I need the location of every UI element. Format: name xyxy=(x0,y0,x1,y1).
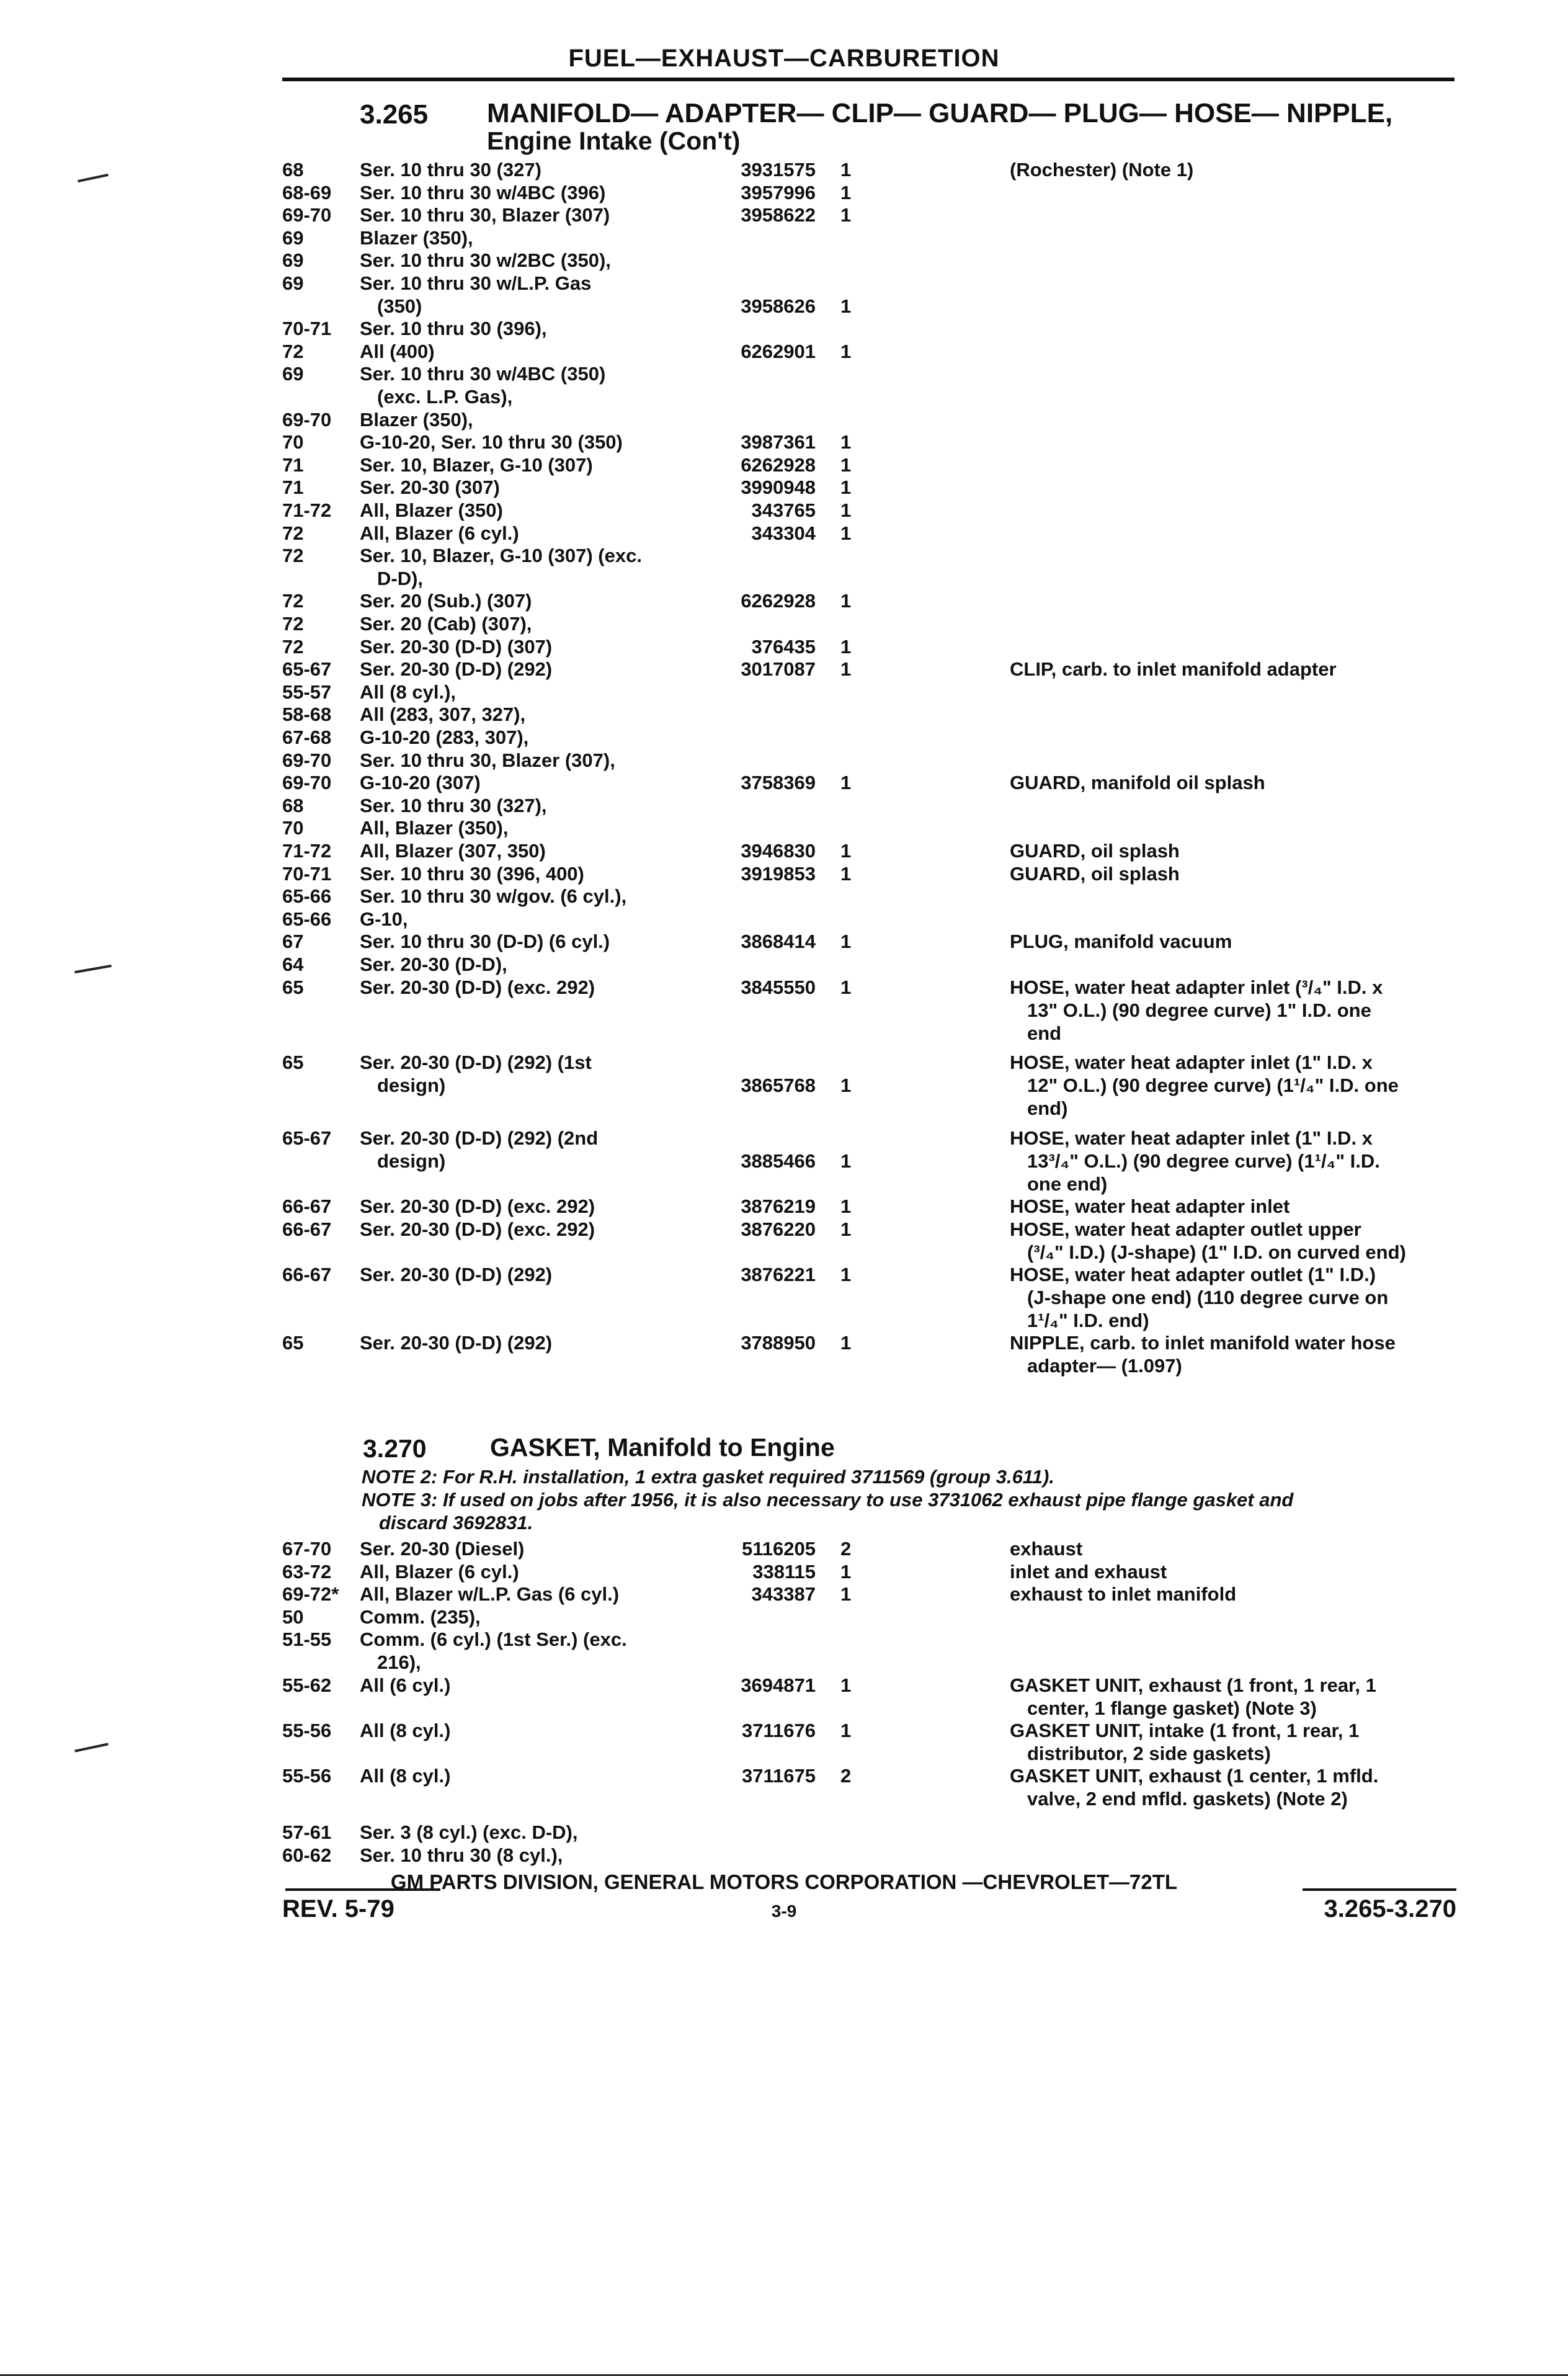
scan-mark xyxy=(74,965,112,973)
section-range: 3.265-3.270 xyxy=(1324,1895,1456,1923)
application-line: Ser. 20-30 (D-D) (307) xyxy=(360,635,553,658)
year-cell: 55-57 xyxy=(282,681,332,703)
application-cell xyxy=(360,453,695,476)
application-cell xyxy=(360,1263,695,1286)
application-line: Ser. 10 thru 30 w/4BC (350) xyxy=(360,363,606,385)
application-line: Ser. 20 (Sub.) (307) xyxy=(360,590,532,612)
application-line: All, Blazer (307, 350) xyxy=(360,840,546,862)
description-line: inlet and exhaust xyxy=(1010,1560,1167,1583)
year-cell: 71-72 xyxy=(282,499,332,521)
application-cell xyxy=(360,816,695,839)
header-rule xyxy=(282,78,1454,81)
description-cell xyxy=(1010,1674,1453,1720)
application-line: Ser. 20-30 (D-D), xyxy=(360,954,507,975)
application-line: Ser. 20-30 (D-D) (exc. 292) xyxy=(360,976,595,998)
year-cell: 72 xyxy=(282,522,304,544)
application-line: Ser. 20-30 (D-D) (exc. 292) xyxy=(360,1195,595,1217)
year-cell: 70-71 xyxy=(282,318,332,340)
quantity-cell: 1 xyxy=(840,840,852,862)
quantity-cell: 1 xyxy=(840,340,852,362)
application-line: Ser. 10 thru 30 (396, 400) xyxy=(360,862,584,885)
description-line: HOSE, water heat adapter inlet (1" I.D. x xyxy=(1010,1052,1373,1074)
year-cell: 69-72* xyxy=(282,1583,339,1606)
application-line: design) xyxy=(377,1074,446,1097)
application-line: Ser. 10 thru 30, Blazer (307), xyxy=(360,749,615,771)
application-cell xyxy=(360,862,695,885)
quantity-cell: 1 xyxy=(840,1719,852,1741)
year-cell: 65-66 xyxy=(282,885,332,908)
quantity-cell: 1 xyxy=(840,522,852,544)
application-cell xyxy=(360,930,695,953)
application-line: All (8 cyl.) xyxy=(360,1765,451,1787)
description-line: (³/₄" I.D.) (J-shape) (1" I.D. on curved end) xyxy=(1027,1241,1406,1263)
part-number-cell: 343765 xyxy=(751,499,816,521)
application-line: Ser. 10 thru 30 (327), xyxy=(360,794,547,816)
section-title xyxy=(487,99,1392,154)
application-cell xyxy=(360,703,695,726)
year-cell: 65 xyxy=(282,1052,304,1074)
year-cell: 67-70 xyxy=(282,1538,332,1560)
description-cell xyxy=(1010,1583,1453,1606)
description-line: exhaust xyxy=(1010,1538,1083,1560)
application-cell xyxy=(360,976,695,999)
part-number-cell: 5116205 xyxy=(742,1538,816,1560)
year-cell: 72 xyxy=(282,635,304,658)
application-cell xyxy=(360,476,695,499)
application-cell xyxy=(360,1560,695,1583)
section2-number: 3.270 xyxy=(363,1434,427,1463)
part-number-cell: 3987361 xyxy=(741,431,816,453)
description-cell xyxy=(1010,839,1453,862)
part-number-cell: 3876219 xyxy=(741,1195,816,1217)
part-number-cell: 3885466 xyxy=(741,1150,816,1172)
quantity-cell: 1 xyxy=(840,499,852,521)
application-line: G-10-20 (307) xyxy=(360,772,481,794)
description-cell xyxy=(1010,1560,1453,1583)
application-line: Ser. 20-30 (D-D) (292) xyxy=(360,1331,553,1354)
year-cell: 70 xyxy=(282,431,304,453)
application-line: Ser. 10 thru 30 (D-D) (6 cyl.) xyxy=(360,931,610,953)
application-cell xyxy=(360,181,695,204)
description-line: GUARD, manifold oil splash xyxy=(1010,772,1265,794)
application-cell xyxy=(360,544,695,590)
note-3-line1: NOTE 3: If used on jobs after 1956, it is also necessary to use 3731062 exhaust pipe flange gasket and xyxy=(362,1489,1294,1511)
application-line: Ser. 10 thru 30, Blazer (307) xyxy=(360,204,610,226)
application-cell xyxy=(360,226,695,249)
quantity-cell: 1 xyxy=(840,453,852,476)
year-cell: 68-69 xyxy=(282,181,332,203)
description-line: GUARD, oil splash xyxy=(1010,840,1180,862)
application-line: Ser. 10 thru 30 w/2BC (350), xyxy=(360,249,611,272)
application-line: All, Blazer (6 cyl.) xyxy=(360,522,519,544)
year-cell: 71 xyxy=(282,453,304,476)
application-line: 216), xyxy=(377,1651,421,1674)
application-cell xyxy=(360,1195,695,1218)
year-cell: 72 xyxy=(282,590,304,612)
year-cell: 69-70 xyxy=(282,749,332,771)
description-cell xyxy=(1010,1218,1453,1264)
application-line: Ser. 20-30 (D-D) (292) (2nd xyxy=(360,1127,599,1150)
footer-text: GM PARTS DIVISION, GENERAL MOTORS CORPORATION —CHEVROLET—72TL xyxy=(390,1870,1178,1893)
description-line: PLUG, manifold vacuum xyxy=(1010,931,1232,953)
part-number-cell: 3876220 xyxy=(741,1218,816,1240)
year-cell: 67 xyxy=(282,931,304,953)
year-cell: 65-66 xyxy=(282,908,332,930)
year-cell: 69-70 xyxy=(282,204,332,226)
year-cell: 69-70 xyxy=(282,772,332,794)
application-cell xyxy=(360,953,695,976)
application-cell xyxy=(360,1606,695,1628)
year-cell: 64 xyxy=(282,954,304,975)
application-cell xyxy=(360,612,695,635)
part-number-cell: 3865768 xyxy=(741,1074,816,1096)
part-number-cell: 3758369 xyxy=(741,772,816,794)
application-line: All, Blazer (6 cyl.) xyxy=(360,1560,519,1583)
description-line: HOSE, water heat adapter inlet (³/₄" I.D. x xyxy=(1010,976,1383,998)
year-cell: 69 xyxy=(282,226,304,249)
application-line: Ser. 10 thru 30 w/gov. (6 cyl.), xyxy=(360,885,627,908)
page-header-title: FUEL—EXHAUST—CARBURETION xyxy=(568,45,1000,72)
application-line: Blazer (350), xyxy=(360,408,473,431)
year-cell: 66-67 xyxy=(282,1195,332,1217)
quantity-cell: 1 xyxy=(840,204,852,226)
description-line: 13" O.L.) (90 degree curve) 1" I.D. one xyxy=(1027,999,1371,1021)
application-line: Comm. (235), xyxy=(360,1606,481,1628)
year-cell: 66-67 xyxy=(282,1263,332,1285)
application-cell xyxy=(360,522,695,545)
application-cell xyxy=(360,1719,695,1742)
part-number-cell: 3694871 xyxy=(741,1674,816,1696)
application-line: (exc. L.P. Gas), xyxy=(377,386,513,408)
description-cell xyxy=(1010,1331,1453,1377)
application-cell xyxy=(360,1821,695,1844)
application-cell xyxy=(360,885,695,908)
year-cell: 67-68 xyxy=(282,726,332,748)
part-number-cell: 3845550 xyxy=(741,976,816,998)
application-line: All (8 cyl.), xyxy=(360,681,457,703)
application-cell xyxy=(360,1674,695,1697)
application-cell xyxy=(360,1218,695,1241)
scan-mark xyxy=(74,1743,109,1752)
part-number-cell: 376435 xyxy=(751,635,816,658)
application-line: Ser. 20-30 (D-D) (292) xyxy=(360,1263,553,1285)
quantity-cell: 1 xyxy=(840,159,852,181)
quantity-cell: 1 xyxy=(840,1218,852,1240)
description-line: 1¹/₄" I.D. end) xyxy=(1027,1309,1149,1331)
year-cell: 55-62 xyxy=(282,1674,332,1696)
description-cell xyxy=(1010,930,1453,953)
application-line: All (6 cyl.) xyxy=(360,1674,451,1696)
quantity-cell: 1 xyxy=(840,590,852,612)
year-cell: 69 xyxy=(282,272,304,294)
description-line: center, 1 flange gasket) (Note 3) xyxy=(1027,1697,1317,1719)
description-cell xyxy=(1010,976,1453,1045)
part-number-cell: 343387 xyxy=(751,1583,816,1606)
description-line: HOSE, water heat adapter inlet (1" I.D. x xyxy=(1010,1127,1373,1150)
description-cell xyxy=(1010,1127,1453,1195)
description-line: 13³/₄" O.L.) (90 degree curve) (1¹/₄" I.D. xyxy=(1027,1150,1380,1172)
year-cell: 70-71 xyxy=(282,862,332,885)
description-line: (J-shape one end) (110 degree curve on xyxy=(1027,1286,1389,1308)
note-2: NOTE 2: For R.H. installation, 1 extra gasket required 3711569 (group 3.611). xyxy=(362,1466,1054,1488)
description-line: adapter— (1.097) xyxy=(1027,1354,1182,1377)
application-cell xyxy=(360,1583,695,1606)
section-title-line2: Engine Intake (Con't) xyxy=(487,127,741,156)
description-cell xyxy=(1010,1195,1453,1218)
part-number-cell: 3711676 xyxy=(742,1719,816,1741)
application-line: Ser. 10, Blazer, G-10 (307) (exc. xyxy=(360,545,642,567)
description-line: NIPPLE, carb. to inlet manifold water hose xyxy=(1010,1331,1396,1354)
application-line: (350) xyxy=(377,295,422,317)
year-cell: 69 xyxy=(282,249,304,272)
part-number-cell: 3788950 xyxy=(741,1331,816,1354)
description-line: CLIP, carb. to inlet manifold adapter xyxy=(1010,658,1337,681)
scan-mark xyxy=(78,174,109,182)
year-cell: 65 xyxy=(282,1331,304,1354)
description-cell xyxy=(1010,862,1453,885)
quantity-cell: 1 xyxy=(840,295,852,317)
part-number-cell: 6262928 xyxy=(741,590,816,612)
application-cell xyxy=(360,839,695,862)
part-number-cell: 3017087 xyxy=(741,658,816,681)
application-line: Blazer (350), xyxy=(360,226,473,249)
year-cell: 66-67 xyxy=(282,1218,332,1240)
part-number-cell: 6262928 xyxy=(741,453,816,476)
application-line: All (283, 307, 327), xyxy=(360,703,526,726)
description-cell xyxy=(1010,771,1453,794)
description-line: 12" O.L.) (90 degree curve) (1¹/₄" I.D. one xyxy=(1027,1074,1399,1097)
quantity-cell: 1 xyxy=(840,1074,852,1096)
application-line: Ser. 10 thru 30 w/L.P. Gas xyxy=(360,272,592,294)
application-cell xyxy=(360,681,695,703)
description-line: exhaust to inlet manifold xyxy=(1010,1583,1237,1606)
application-cell xyxy=(360,249,695,272)
part-number-cell: 3868414 xyxy=(741,931,816,953)
part-number-cell: 3931575 xyxy=(741,159,816,181)
application-line: D-D), xyxy=(377,568,424,590)
part-number-cell: 338115 xyxy=(752,1560,816,1583)
year-cell: 50 xyxy=(282,1606,304,1628)
quantity-cell: 2 xyxy=(840,1765,852,1787)
application-line: G-10-20 (283, 307), xyxy=(360,726,529,748)
application-cell xyxy=(360,908,695,931)
description-line: distributor, 2 side gaskets) xyxy=(1027,1742,1271,1764)
description-line: end xyxy=(1027,1022,1062,1044)
application-line: Ser. 20-30 (D-D) (exc. 292) xyxy=(360,1218,595,1240)
quantity-cell: 1 xyxy=(840,1674,852,1696)
part-number-cell: 3990948 xyxy=(741,476,816,499)
application-cell xyxy=(360,635,695,658)
part-number-cell: 3711675 xyxy=(742,1765,816,1787)
application-cell xyxy=(360,749,695,772)
description-line: (Rochester) (Note 1) xyxy=(1010,159,1194,181)
year-cell: 70 xyxy=(282,817,304,839)
year-cell: 69-70 xyxy=(282,408,332,431)
quantity-cell: 1 xyxy=(840,1150,852,1172)
quantity-cell: 1 xyxy=(840,1331,852,1354)
quantity-cell: 1 xyxy=(840,658,852,681)
application-cell xyxy=(360,1127,695,1172)
application-cell xyxy=(360,1628,695,1674)
year-cell: 71-72 xyxy=(282,840,332,862)
quantity-cell: 1 xyxy=(840,976,852,998)
application-line: Ser. 20 (Cab) (307), xyxy=(360,613,532,635)
quantity-cell: 1 xyxy=(840,635,852,658)
description-line: HOSE, water heat adapter inlet xyxy=(1010,1195,1290,1217)
section2-title: GASKET, Manifold to Engine xyxy=(490,1433,835,1462)
year-cell: 51-55 xyxy=(282,1628,332,1651)
application-line: All (8 cyl.) xyxy=(360,1719,451,1741)
application-line: G-10-20, Ser. 10 thru 30 (350) xyxy=(360,431,623,453)
application-line: design) xyxy=(377,1150,446,1172)
application-line: Ser. 20-30 (307) xyxy=(360,476,500,499)
description-cell xyxy=(1010,1051,1453,1120)
description-cell xyxy=(1010,1719,1453,1765)
year-cell: 72 xyxy=(282,545,304,567)
year-cell: 58-68 xyxy=(282,703,332,726)
description-cell xyxy=(1010,1764,1453,1810)
description-cell xyxy=(1010,658,1453,681)
application-line: Ser. 20-30 (D-D) (292) xyxy=(360,658,553,681)
application-cell xyxy=(360,431,695,453)
part-number-cell: 343304 xyxy=(751,522,816,544)
application-line: All, Blazer (350), xyxy=(360,817,509,839)
section-title-line1: MANIFOLD— ADAPTER— CLIP— GUARD— PLUG— HOSE— NIPPLE, xyxy=(487,98,1393,128)
application-cell xyxy=(360,1537,695,1560)
description-line: GASKET UNIT, exhaust (1 center, 1 mfld. xyxy=(1010,1765,1379,1787)
application-line: Ser. 10 thru 30 (396), xyxy=(360,318,547,340)
year-cell: 65-67 xyxy=(282,1127,332,1150)
part-number-cell: 3919853 xyxy=(741,862,816,885)
application-cell xyxy=(360,1331,695,1354)
application-cell xyxy=(360,1051,695,1097)
application-line: G-10, xyxy=(360,908,408,930)
note-3 xyxy=(362,1488,1453,1534)
part-number-cell: 3958626 xyxy=(741,295,816,317)
application-cell xyxy=(360,499,695,522)
quantity-cell: 1 xyxy=(840,931,852,953)
application-line: Ser. 10 thru 30 (327) xyxy=(360,159,541,181)
description-line: valve, 2 end mfld. gaskets) (Note 2) xyxy=(1027,1788,1348,1810)
application-cell xyxy=(360,794,695,817)
quantity-cell: 1 xyxy=(840,862,852,885)
part-number-cell: 3946830 xyxy=(741,840,816,862)
part-number-cell: 6262901 xyxy=(741,340,816,362)
application-line: Ser. 10 thru 30 w/4BC (396) xyxy=(360,181,606,203)
quantity-cell: 1 xyxy=(840,1560,852,1583)
quantity-cell: 1 xyxy=(840,772,852,794)
quantity-cell: 2 xyxy=(840,1538,852,1560)
application-line: Ser. 10, Blazer, G-10 (307) xyxy=(360,453,593,476)
note-3-line2: discard 3692831. xyxy=(379,1512,533,1534)
application-cell xyxy=(360,340,695,363)
year-cell: 65 xyxy=(282,976,304,998)
application-line: Ser. 20-30 (D-D) (292) (1st xyxy=(360,1052,592,1074)
part-number-cell: 3957996 xyxy=(741,181,816,203)
application-cell xyxy=(360,726,695,749)
application-cell xyxy=(360,771,695,794)
application-cell xyxy=(360,317,695,340)
year-cell: 72 xyxy=(282,613,304,635)
description-cell xyxy=(1010,1537,1453,1560)
description-line: GASKET UNIT, exhaust (1 front, 1 rear, 1 xyxy=(1010,1674,1376,1696)
application-line: All, Blazer (350) xyxy=(360,499,503,521)
quantity-cell: 1 xyxy=(840,1583,852,1606)
application-line: Comm. (6 cyl.) (1st Ser.) (exc. xyxy=(360,1628,627,1651)
application-line: Ser. 3 (8 cyl.) (exc. D-D), xyxy=(360,1821,578,1844)
quantity-cell: 1 xyxy=(840,476,852,499)
quantity-cell: 1 xyxy=(840,431,852,453)
description-line: one end) xyxy=(1027,1173,1108,1195)
year-cell: 57-61 xyxy=(282,1821,332,1844)
year-cell: 55-56 xyxy=(282,1719,332,1741)
application-cell xyxy=(360,408,695,431)
year-cell: 71 xyxy=(282,476,304,499)
application-cell xyxy=(360,362,695,408)
application-cell xyxy=(360,589,695,612)
application-cell xyxy=(360,203,695,226)
application-line: Ser. 20-30 (Diesel) xyxy=(360,1538,525,1560)
year-cell: 55-56 xyxy=(282,1765,332,1787)
description-cell xyxy=(1010,158,1453,181)
year-cell: 63-72 xyxy=(282,1560,332,1583)
description-line: GUARD, oil splash xyxy=(1010,862,1180,885)
year-cell: 72 xyxy=(282,340,304,362)
description-cell xyxy=(1010,1263,1453,1332)
description-line: end) xyxy=(1027,1097,1068,1120)
year-cell: 69 xyxy=(282,363,304,385)
application-cell xyxy=(360,158,695,181)
application-cell xyxy=(360,272,695,318)
application-line: All, Blazer w/L.P. Gas (6 cyl.) xyxy=(360,1583,620,1606)
year-cell: 60-62 xyxy=(282,1844,332,1866)
description-line: HOSE, water heat adapter outlet upper xyxy=(1010,1218,1361,1240)
year-cell: 68 xyxy=(282,159,304,181)
quantity-cell: 1 xyxy=(840,1195,852,1217)
part-number-cell: 3958622 xyxy=(741,204,816,226)
section-number: 3.265 xyxy=(360,99,429,130)
quantity-cell: 1 xyxy=(840,1263,852,1285)
application-line: Ser. 10 thru 30 (8 cyl.), xyxy=(360,1844,563,1866)
quantity-cell: 1 xyxy=(840,181,852,203)
page-number: 3-9 xyxy=(771,1901,797,1921)
revision-label: REV. 5-79 xyxy=(282,1895,394,1923)
application-cell xyxy=(360,658,695,681)
description-line: HOSE, water heat adapter outlet (1" I.D.) xyxy=(1010,1263,1376,1285)
part-number-cell: 3876221 xyxy=(741,1263,816,1285)
application-line: All (400) xyxy=(360,340,435,362)
description-line: GASKET UNIT, intake (1 front, 1 rear, 1 xyxy=(1010,1719,1360,1741)
year-cell: 68 xyxy=(282,794,304,816)
year-cell: 65-67 xyxy=(282,658,332,681)
application-cell xyxy=(360,1844,695,1867)
application-cell xyxy=(360,1764,695,1787)
